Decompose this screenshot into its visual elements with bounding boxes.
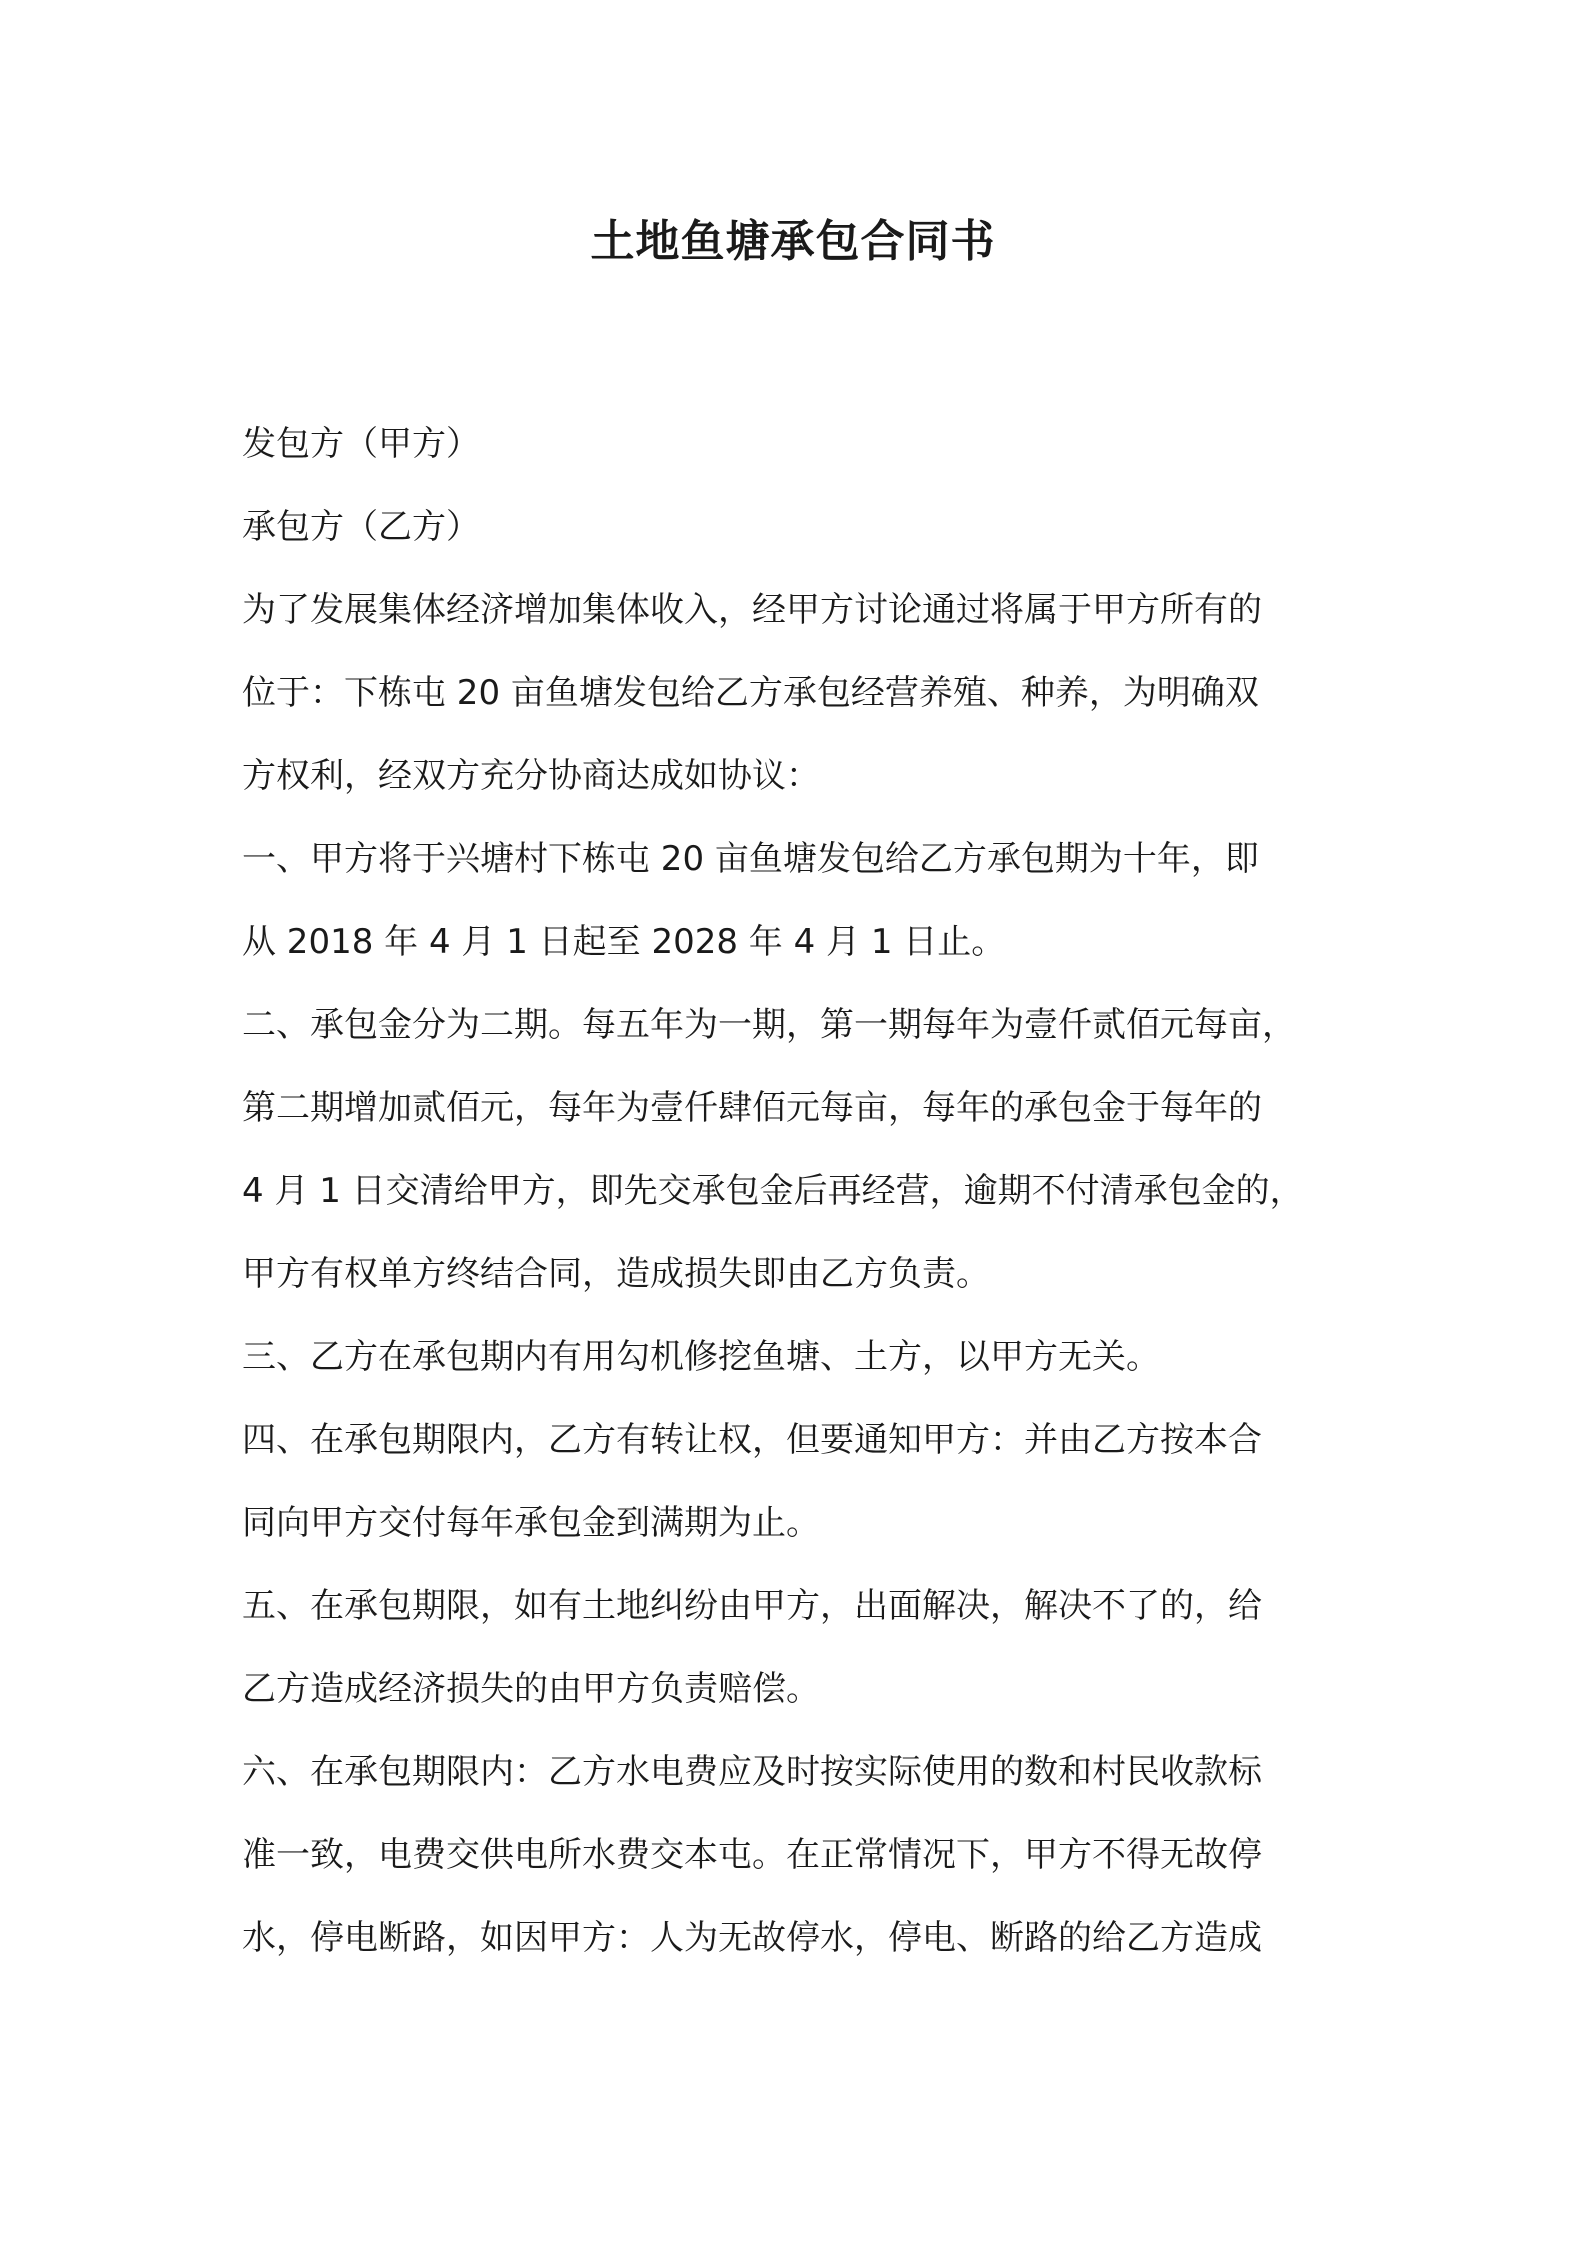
document-body [242,403,1354,1980]
clause-1-line: 从 2018 年 4 月 1 日起至 2028 年 4 月 1 日止。 [242,922,1006,962]
clause-2-line: 4 月 1 日交清给甲方，即先交承包金后再经营，逾期不付清承包金的， [242,1171,1304,1211]
clause-1-line: 一、甲方将于兴塘村下栋屯 20 亩鱼塘发包给乙方承包期为十年，即 [242,839,1259,879]
preamble-line: 为了发展集体经济增加集体收入，经甲方讨论通过将属于甲方所有的 [242,590,1262,630]
clause-6-line: 六、在承包期限内：乙方水电费应及时按实际使用的数和村民收款标 [242,1752,1262,1792]
clause-2-line: 第二期增加贰佰元，每年为壹仟肆佰元每亩，每年的承包金于每年的 [242,1088,1262,1128]
preamble-line: 方权利，经双方充分协商达成如协议： [242,756,820,796]
party-a-line: 发包方（甲方） [242,424,480,464]
clause-3-line: 三、乙方在承包期内有用勾机修挖鱼塘、土方，以甲方无关。 [242,1337,1160,1377]
clause-4-line: 同向甲方交付每年承包金到满期为止。 [242,1503,820,1543]
party-b-line: 承包方（乙方） [242,507,480,547]
clause-2-line: 甲方有权单方终结合同，造成损失即由乙方负责。 [242,1254,990,1294]
clause-4-line: 四、在承包期限内，乙方有转让权，但要通知甲方：并由乙方按本合 [242,1420,1262,1460]
clause-6-line: 水，停电断路，如因甲方：人为无故停水，停电、断路的给乙方造成 [242,1918,1262,1958]
preamble-line: 位于：下栋屯 20 亩鱼塘发包给乙方承包经营养殖、种养，为明确双 [242,673,1259,713]
clause-6-line: 准一致，电费交供电所水费交本屯。在正常情况下，甲方不得无故停 [242,1835,1262,1875]
clause-2-line: 二、承包金分为二期。每五年为一期，第一期每年为壹仟贰佰元每亩， [242,1005,1296,1045]
clause-5-line: 五、在承包期限，如有土地纠纷由甲方，出面解决，解决不了的，给 [242,1586,1262,1626]
document-title: 土地鱼塘承包合同书 [590,216,996,267]
clause-5-line: 乙方造成经济损失的由甲方负责赔偿。 [242,1669,820,1709]
